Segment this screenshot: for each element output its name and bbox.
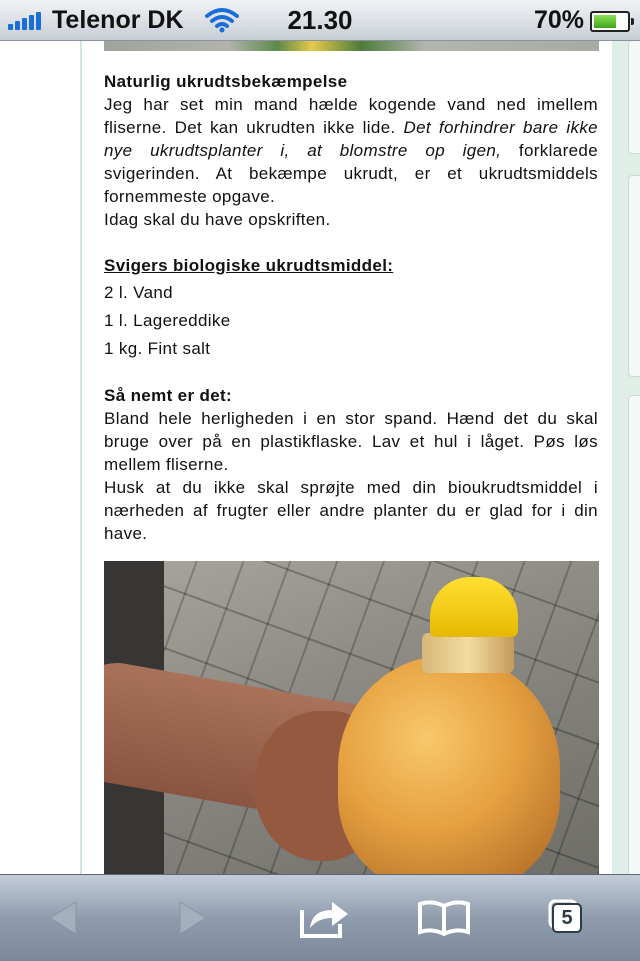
recipe-title: Svigers biologiske ukrudtsmiddel: — [104, 256, 394, 275]
share-icon — [296, 896, 352, 940]
intro-text-1: Jeg har set min mand hælde kogende vand ned imellem fliserne. Det kan ukrudten ikke lide. — [104, 95, 598, 137]
article-heading: Naturlig ukrudtsbekæmpelse — [104, 72, 348, 91]
forward-button[interactable] — [162, 893, 222, 943]
forward-arrow-icon — [172, 898, 212, 938]
battery-fill — [594, 15, 616, 28]
bottle-photo — [104, 561, 599, 874]
battery-percentage: 70% — [533, 6, 584, 34]
intro-paragraph — [104, 93, 598, 208]
warning-paragraph: Husk at du ikke skal sprøjte med din bioukrudtsmiddel i nærheden af frugter eller andre planter du er glad for i din have. — [104, 478, 598, 543]
recipe-intro: Idag skal du have opskriften. — [104, 210, 331, 229]
back-arrow-icon — [44, 898, 84, 938]
intro-text-2: forklarede svigerinden. At bekæmpe ukrudt, er et ukrudtsmiddels fornemmeste opgave. — [104, 141, 599, 206]
sidebar-edge — [612, 40, 640, 874]
bookmarks-icon — [416, 898, 472, 938]
ingredient-item: 2 l. Vand — [104, 283, 173, 302]
ingredient-item: 1 kg. Fint salt — [104, 339, 211, 358]
tabs-count: 5 — [552, 903, 582, 933]
clock: 21.30 — [287, 5, 353, 35]
battery-icon — [590, 11, 630, 32]
method-heading: Så nemt er det: — [104, 386, 233, 405]
carrier-name: Telenor DK — [52, 6, 184, 34]
article-column — [82, 40, 612, 874]
intro-quote: Det forhindrer bare ikke nye ukrudtsplanter i, at blomstre op igen, — [104, 118, 598, 160]
article-body — [104, 70, 598, 545]
browser-toolbar — [0, 874, 640, 961]
web-page[interactable] — [0, 40, 640, 874]
previous-photo-edge — [104, 40, 599, 51]
back-button[interactable] — [34, 893, 94, 943]
bookmarks-button[interactable] — [414, 893, 474, 943]
ingredient-item: 1 l. Lagereddike — [104, 311, 231, 330]
tabs-button[interactable] — [540, 893, 600, 943]
method-paragraph: Bland hele herligheden i en stor spand. Hænd det du skal bruge over på en plastikflaske. Lav et hul i låget. Pøs løs mellem fliserne. — [104, 409, 598, 474]
share-button[interactable] — [294, 893, 354, 943]
status-bar — [0, 0, 640, 41]
